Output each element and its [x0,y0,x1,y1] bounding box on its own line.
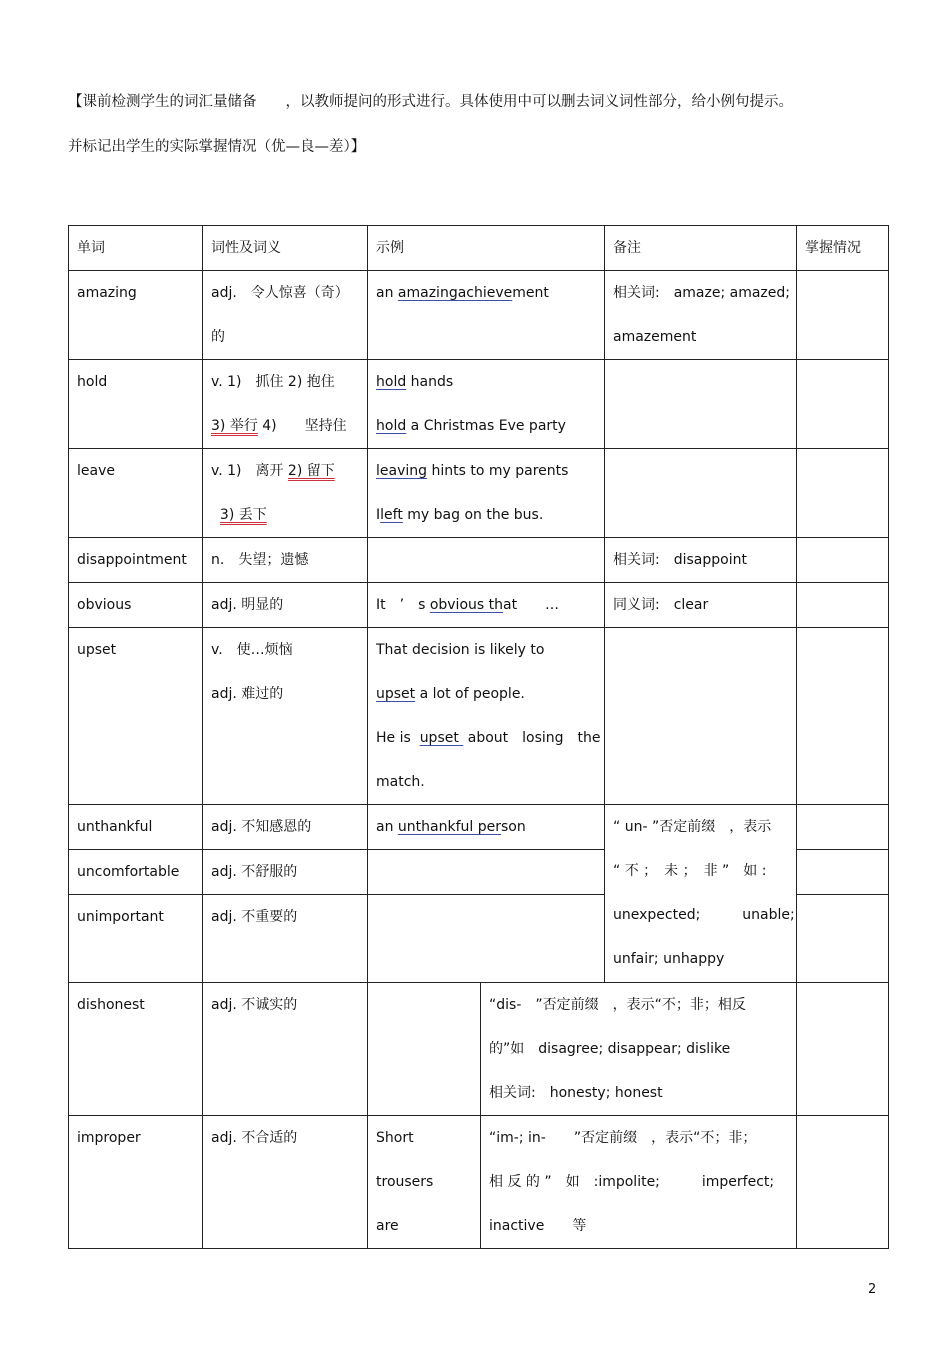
table-row [69,805,889,850]
example-cell [368,850,605,895]
note-cell-un-prefix: “ un- ”否定前缀 ，表示 “ 不 ； 未 ； 非 ” 如 : unexpected; unable; unfair; unhappy [605,805,797,983]
mastery-cell[interactable] [797,895,889,983]
meaning-cell: n. 失望；遗憾 [203,538,368,583]
meaning-cell: adj. 不重要的 [203,895,368,983]
mastery-cell[interactable] [797,983,889,1116]
example-cell [368,538,605,583]
meaning-cell: adj. 不舒服的 [203,850,368,895]
note-cell [605,449,797,538]
header-meaning: 词性及词义 [203,226,368,271]
note-cell: 相关词: disappoint [605,538,797,583]
word-cell: hold [69,360,203,449]
table-row [69,583,889,628]
meaning-cell: adj. 明显的 [203,583,368,628]
vocabulary-table [68,225,889,1249]
word-cell: leave [69,449,203,538]
word-cell: dishonest [69,983,203,1116]
table-row [69,983,889,1116]
table-row [69,271,889,360]
table-row [69,360,889,449]
header-mastery: 掌握情况 [797,226,889,271]
mastery-cell[interactable] [797,583,889,628]
table-row [69,628,889,805]
mastery-cell[interactable] [797,805,889,850]
mastery-cell[interactable] [797,628,889,805]
word-cell: obvious [69,583,203,628]
meaning-cell: v. 1) 抓住 2) 抱住 3) 举行 4) 坚持住 [203,360,368,449]
example-cell: Short trousers are [368,1116,481,1249]
word-cell: uncomfortable [69,850,203,895]
header-word: 单词 [69,226,203,271]
mastery-cell[interactable] [797,360,889,449]
meaning-cell: adj. 令人惊喜（奇） 的 [203,271,368,360]
table-header-row [69,226,889,271]
word-cell: unthankful [69,805,203,850]
header-example: 示例 [368,226,605,271]
word-cell: upset [69,628,203,805]
example-cell: leaving hints to my parents Ileft my bag on the bus. [368,449,605,538]
table-row [69,538,889,583]
word-cell: disappointment [69,538,203,583]
note-cell: 相关词: amaze; amazed; amazement [605,271,797,360]
word-cell: improper [69,1116,203,1249]
meaning-cell: v. 1) 离开 2) 留下 3) 丢下 [203,449,368,538]
note-cell: “dis- ”否定前缀 ，表示“不；非；相反 的”如 disagree; disappear; dislike 相关词: honesty; honest [481,983,797,1116]
mastery-cell[interactable] [797,449,889,538]
word-cell: amazing [69,271,203,360]
mastery-cell[interactable] [797,1116,889,1249]
table-row [69,1116,889,1249]
mastery-cell[interactable] [797,271,889,360]
example-cell [368,895,605,983]
example-cell: an unthankful person [368,805,605,850]
table-row [69,449,889,538]
note-cell [605,360,797,449]
mastery-cell[interactable] [797,538,889,583]
meaning-cell: adj. 不合适的 [203,1116,368,1249]
mastery-cell[interactable] [797,850,889,895]
example-cell: an amazingachievement [368,271,605,360]
note-cell: 同义词: clear [605,583,797,628]
example-cell: hold hands hold a Christmas Eve party [368,360,605,449]
intro-line-2: 并标记出学生的实际掌握情况（优—良—差）】 [68,139,366,155]
meaning-cell: adj. 不知感恩的 [203,805,368,850]
note-cell: “im-; in- ”否定前缀 ，表示“不；非； 相 反 的 ” 如 :impolite; imperfect; inactive 等 [481,1116,797,1249]
example-cell: That decision is likely to upset a lot of people. He is upset about losing the match. [368,628,605,805]
page-number: 2 [868,1282,877,1297]
example-cell [368,983,481,1116]
word-cell: unimportant [69,895,203,983]
meaning-cell: v. 使…烦恼 adj. 难过的 [203,628,368,805]
header-note: 备注 [605,226,797,271]
example-cell: It ’ s obvious that … [368,583,605,628]
note-cell [605,628,797,805]
meaning-cell: adj. 不诚实的 [203,983,368,1116]
intro-line-1: 【课前检测学生的词汇量储备 ，以教师提问的形式进行。具体使用中可以删去词义词性部分，给小例句提示。 [68,94,793,110]
